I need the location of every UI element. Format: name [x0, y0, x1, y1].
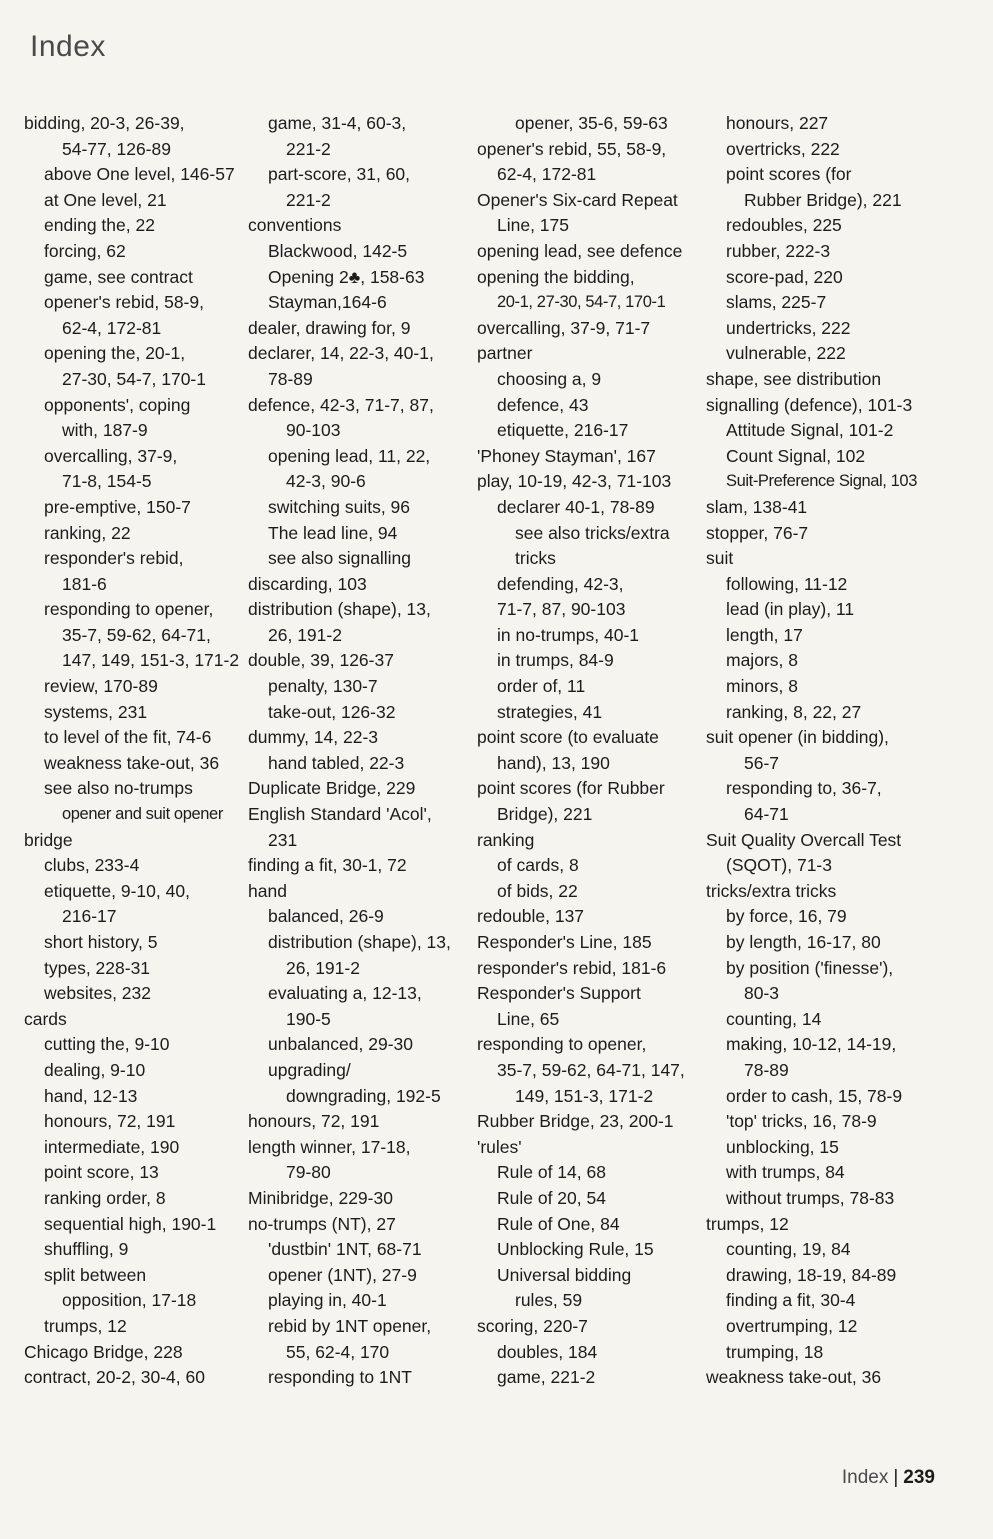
index-entry: contract, 20-2, 30-4, 60 [24, 1367, 205, 1388]
index-entry: overcalling, 37-9, 71-7 [477, 317, 651, 338]
index-entry: by position ('finesse'), [726, 957, 894, 978]
index-entry: honours, 72, 191 [44, 1111, 176, 1132]
index-entry: honours, 227 [726, 113, 829, 133]
index-entry: by force, 16, 79 [726, 906, 847, 927]
index-entry: order of, 11 [497, 676, 586, 697]
index-entry: websites, 232 [44, 983, 152, 1004]
index-entry: Universal bidding [497, 1264, 632, 1285]
index-entry: see also signalling [268, 548, 412, 569]
index-entry: take-out, 126-32 [268, 701, 396, 722]
index-entry: distribution (shape), 13, [248, 599, 431, 620]
index-entry: 216-17 [62, 906, 117, 927]
index-entry: upgrading/ [268, 1059, 351, 1080]
index-entry: Duplicate Bridge, 229 [248, 778, 416, 799]
index-entry: lead (in play), 11 [726, 599, 855, 620]
index-entry: discarding, 103 [248, 573, 367, 594]
index-entry: unblocking, 15 [726, 1136, 839, 1157]
index-entry: etiquette, 9-10, 40, [44, 880, 190, 901]
index-entry: by length, 16-17, 80 [726, 932, 881, 952]
index-entry: Suit-Preference Signal, 103 [726, 472, 917, 491]
index-entry: 20-1, 27-30, 54-7, 170-1 [497, 293, 666, 312]
index-entry: strategies, 41 [497, 701, 603, 722]
index-entry: of bids, 22 [497, 880, 578, 901]
index-entry: switching suits, 96 [268, 496, 411, 517]
index-entry: sequential high, 190-1 [44, 1213, 217, 1234]
index-entry: of cards, 8 [497, 855, 579, 876]
index-entry: see also tricks/extra [515, 522, 670, 543]
index-entry: Rubber Bridge), 221 [744, 189, 902, 210]
index-column-4 [706, 111, 946, 1391]
index-entry: Rule of One, 84 [497, 1213, 620, 1234]
footer-label: Index [841, 1467, 889, 1488]
index-entry: 42-3, 90-6 [286, 471, 366, 492]
index-entry: counting, 14 [726, 1008, 822, 1029]
index-entry: 'top' tricks, 16, 78-9 [726, 1111, 877, 1132]
index-entry: part-score, 31, 60, [268, 164, 411, 185]
index-entry: opening lead, 11, 22, [268, 445, 431, 466]
index-entry: with trumps, 84 [726, 1162, 845, 1183]
index-entry: minors, 8 [726, 676, 798, 697]
index-entry: 26, 191-2 [286, 957, 360, 978]
index-entry: without trumps, 78-83 [726, 1187, 895, 1208]
index-entry: making, 10-12, 14-19, [726, 1034, 897, 1055]
index-entry: above One level, 146-57 [44, 164, 235, 185]
index-entry: counting, 19, 84 [726, 1239, 851, 1260]
index-entry: 71-8, 154-5 [62, 471, 152, 492]
index-entry: Stayman,164-6 [268, 292, 387, 313]
index-entry: scoring, 220-7 [477, 1315, 588, 1336]
index-entry: tricks/extra tricks [706, 880, 837, 901]
index-entry: Rubber Bridge, 23, 200-1 [477, 1111, 674, 1132]
index-entry: to level of the fit, 74-6 [44, 727, 212, 748]
index-entry: vulnerable, 222 [726, 343, 846, 364]
index-entry: 64-71 [744, 804, 789, 825]
index-entry: Suit Quality Overcall Test [706, 829, 902, 850]
index-entry: 35-7, 59-62, 64-71, 147, [497, 1059, 685, 1080]
index-entry: ranking [477, 829, 535, 850]
index-entry: ranking, 22 [44, 522, 131, 543]
index-entry: unbalanced, 29-30 [268, 1034, 413, 1055]
index-column-1 [24, 111, 264, 1391]
index-entry: opener (1NT), 27-9 [268, 1264, 417, 1285]
index-entry: 221-2 [286, 189, 331, 210]
index-entry: shape, see distribution [706, 368, 882, 389]
index-entry: double, 39, 126-37 [248, 650, 394, 671]
index-entry: opposition, 17-18 [62, 1290, 197, 1311]
index-entry: ranking order, 8 [44, 1187, 166, 1208]
index-entry: dummy, 14, 22-3 [248, 727, 379, 748]
index-entry: finding a fit, 30-1, 72 [248, 855, 407, 876]
index-entry: score-pad, 220 [726, 266, 843, 287]
page-footer [842, 1467, 935, 1489]
index-entry: 'Phoney Stayman', 167 [477, 445, 656, 466]
index-column-2 [248, 111, 488, 1391]
index-entry: rebid by 1NT opener, [268, 1315, 432, 1336]
index-entry: cutting the, 9-10 [44, 1034, 170, 1055]
index-entry: point scores (for Rubber [477, 778, 665, 799]
index-entry: shuffling, 9 [44, 1239, 129, 1260]
index-entry: Blackwood, 142-5 [268, 240, 408, 261]
index-entry: length winner, 17-18, [248, 1136, 411, 1157]
index-entry: rubber, 222-3 [726, 240, 831, 261]
index-entry: 35-7, 59-62, 64-71, [62, 624, 211, 645]
index-entry: declarer 40-1, 78-89 [497, 496, 655, 517]
index-entry: opener's rebid, 58-9, [44, 292, 204, 313]
index-entry: Opener's Six-card Repeat [477, 189, 678, 210]
index-entry: honours, 72, 191 [248, 1111, 380, 1132]
index-entry: trumps, 12 [44, 1315, 127, 1336]
index-entry: ranking, 8, 22, 27 [726, 701, 862, 722]
index-entry: 62-4, 172-81 [497, 164, 597, 185]
index-entry: point scores (for [726, 164, 852, 185]
index-entry: tricks [515, 548, 556, 569]
footer-separator: | [893, 1467, 899, 1488]
index-entry: Chicago Bridge, 228 [24, 1341, 183, 1362]
index-entry: review, 170-89 [44, 676, 158, 697]
index-entry: evaluating a, 12-13, [268, 983, 422, 1004]
index-entry: game, 31-4, 60-3, [268, 113, 407, 133]
index-entry: game, see contract [44, 266, 193, 287]
index-entry: penalty, 130-7 [268, 676, 378, 697]
page-number: 239 [903, 1467, 935, 1488]
index-entry: conventions [248, 215, 342, 236]
index-entry: declarer, 14, 22-3, 40-1, [248, 343, 434, 364]
index-entry: finding a fit, 30-4 [726, 1290, 856, 1311]
index-entry: Opening 2♣, 158-63 [268, 266, 425, 287]
index-entry: hand, 12-13 [44, 1085, 138, 1106]
index-entry: 56-7 [744, 752, 780, 773]
index-entry: defence, 43 [497, 394, 589, 415]
index-entry: 78-89 [744, 1059, 789, 1080]
index-entry: 90-103 [286, 420, 341, 441]
index-entry: opener and suit opener [62, 805, 223, 824]
index-entry: stopper, 76-7 [706, 522, 809, 543]
index-entry: opener's rebid, 55, 58-9, [477, 138, 667, 159]
index-entry: 78-89 [268, 368, 313, 389]
index-entry: 62-4, 172-81 [62, 317, 162, 338]
index-entry: 181-6 [62, 573, 107, 594]
index-entry: suit opener (in bidding), [706, 727, 889, 748]
index-entry: balanced, 26-9 [268, 906, 384, 927]
index-entry: 'rules' [477, 1136, 522, 1157]
index-entry: Minibridge, 229-30 [248, 1187, 393, 1208]
index-entry: 26, 191-2 [268, 624, 342, 645]
index-entry: weakness take-out, 36 [706, 1367, 882, 1388]
index-entry: distribution (shape), 13, [268, 932, 451, 952]
index-entry: pre-emptive, 150-7 [44, 496, 191, 517]
index-entry: 231 [268, 829, 298, 850]
index-entry: 190-5 [286, 1008, 331, 1029]
index-entry: English Standard 'Acol', [248, 804, 432, 825]
index-entry: trumping, 18 [726, 1341, 824, 1362]
index-entry: dealing, 9-10 [44, 1059, 146, 1080]
index-entry: partner [477, 343, 533, 364]
index-entry: 27-30, 54-7, 170-1 [62, 368, 206, 389]
index-entry: Count Signal, 102 [726, 445, 866, 466]
index-entry: choosing a, 9 [497, 368, 602, 389]
index-entry: defending, 42-3, [497, 573, 624, 594]
index-entry: clubs, 233-4 [44, 855, 140, 876]
index-entry: The lead line, 94 [268, 522, 398, 543]
index-entry: following, 11-12 [726, 573, 848, 594]
index-entry: majors, 8 [726, 650, 798, 671]
index-entry: 80-3 [744, 983, 780, 1004]
index-entry: bidding, 20-3, 26-39, [24, 113, 185, 133]
index-entry: responder's rebid, [44, 548, 184, 569]
index-entry: 55, 62-4, 170 [286, 1341, 390, 1362]
index-entry: overtricks, 222 [726, 138, 840, 159]
index-entry: responding to, 36-7, [726, 778, 882, 799]
index-entry: see also no-trumps [44, 778, 193, 799]
index-entry: drawing, 18-19, 84-89 [726, 1264, 897, 1285]
index-entry: split between [44, 1264, 147, 1285]
index-entry: 54-77, 126-89 [62, 138, 171, 159]
index-entry: order to cash, 15, 78-9 [726, 1085, 903, 1106]
index-entry: rules, 59 [515, 1290, 583, 1311]
index-entry: play, 10-19, 42-3, 71-103 [477, 471, 672, 492]
index-entry: 147, 149, 151-3, 171-2 [62, 650, 240, 671]
index-entry: Rule of 20, 54 [497, 1187, 606, 1208]
index-entry: Line, 65 [497, 1008, 560, 1029]
index-entry: dealer, drawing for, 9 [248, 317, 411, 338]
index-entry: opponents', coping [44, 394, 191, 415]
page-title: Index [30, 30, 106, 63]
index-entry: opening lead, see defence [477, 240, 683, 261]
index-entry: at One level, 21 [44, 189, 167, 210]
index-entry: systems, 231 [44, 701, 148, 722]
index-entry: 149, 151-3, 171-2 [515, 1085, 654, 1106]
index-entry: responding to 1NT [268, 1367, 412, 1388]
index-entry: overtrumping, 12 [726, 1315, 858, 1336]
index-entry: no-trumps (NT), 27 [248, 1213, 396, 1234]
index-entry: responding to opener, [44, 599, 214, 620]
index-entry: suit [706, 548, 734, 569]
index-entry: ending the, 22 [44, 215, 155, 236]
index-entry: signalling (defence), 101-3 [706, 394, 913, 415]
index-column-3 [477, 111, 717, 1391]
index-entry: Bridge), 221 [497, 804, 593, 825]
index-entry: game, 221-2 [497, 1367, 596, 1388]
index-entry: point score (to evaluate [477, 727, 659, 748]
index-entry: types, 228-31 [44, 957, 151, 978]
index-entry: hand [248, 880, 287, 901]
index-entry: Rule of 14, 68 [497, 1162, 606, 1183]
index-entry: slams, 225-7 [726, 292, 827, 313]
index-entry: defence, 42-3, 71-7, 87, [248, 394, 434, 415]
index-entry: trumps, 12 [706, 1213, 789, 1234]
index-entry: cards [24, 1008, 67, 1029]
index-entry: opener, 35-6, 59-63 [515, 113, 668, 133]
index-entry: etiquette, 216-17 [497, 420, 629, 441]
index-entry: redoubles, 225 [726, 215, 842, 236]
index-entry: with, 187-9 [62, 420, 148, 441]
index-entry: 79-80 [286, 1162, 331, 1183]
index-entry: opening the, 20-1, [44, 343, 186, 364]
index-entry: forcing, 62 [44, 240, 126, 261]
index-entry: short history, 5 [44, 932, 158, 952]
index-entry: Line, 175 [497, 215, 570, 236]
index-entry: 'dustbin' 1NT, 68-71 [268, 1239, 422, 1260]
index-entry: undertricks, 222 [726, 317, 851, 338]
index-entry: Unblocking Rule, 15 [497, 1239, 654, 1260]
index-entry: bridge [24, 829, 73, 850]
index-entry: Responder's Line, 185 [477, 932, 652, 952]
index-entry: length, 17 [726, 624, 803, 645]
index-entry: slam, 138-41 [706, 496, 808, 517]
index-entry: hand tabled, 22-3 [268, 752, 405, 773]
index-entry: 221-2 [286, 138, 331, 159]
index-entry: in trumps, 84-9 [497, 650, 614, 671]
index-entry: weakness take-out, 36 [44, 752, 220, 773]
index-entry: hand), 13, 190 [497, 752, 610, 773]
index-entry: playing in, 40-1 [268, 1290, 387, 1311]
index-entry: opening the bidding, [477, 266, 635, 287]
index-entry: (SQOT), 71-3 [726, 855, 832, 876]
index-entry: redouble, 137 [477, 906, 585, 927]
index-entry: point score, 13 [44, 1162, 159, 1183]
index-entry: doubles, 184 [497, 1341, 598, 1362]
index-entry: downgrading, 192-5 [286, 1085, 441, 1106]
index-entry: responder's rebid, 181-6 [477, 957, 667, 978]
index-entry: 71-7, 87, 90-103 [497, 599, 626, 620]
index-entry: Responder's Support [477, 983, 641, 1004]
index-entry: overcalling, 37-9, [44, 445, 178, 466]
index-entry: responding to opener, [477, 1034, 647, 1055]
index-entry: in no-trumps, 40-1 [497, 624, 640, 645]
index-entry: Attitude Signal, 101-2 [726, 420, 894, 441]
index-entry: intermediate, 190 [44, 1136, 180, 1157]
